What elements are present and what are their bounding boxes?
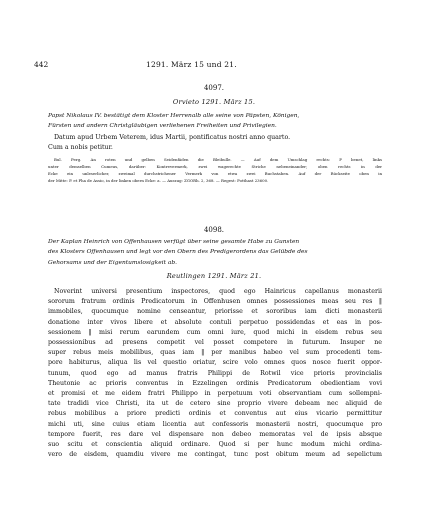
dateline-4098: Reutlingen 1291. März 21. bbox=[166, 272, 262, 280]
document-number-4097: 4097. bbox=[203, 84, 225, 92]
text-line: sessionem ‖ misi rerum earundem cum omni iure, quod michi in eisdem rebus seu bbox=[48, 328, 382, 336]
text-line: michi uti, sine cuius etiam licentia aut confessoris monasterii nostri, quocumque pro bbox=[48, 420, 382, 428]
text-4098 bbox=[48, 287, 382, 460]
page-number: 442 bbox=[34, 60, 49, 69]
text-line: Noverint universi presentium inspectores, quod ego Hainricus capellanus monasterii bbox=[54, 288, 382, 295]
text-line: possessionibus ad presens competit vel posset competere in futurum. Insuper ne bbox=[48, 339, 382, 347]
text-line: vero de eisdem, quamdiu vivere me contingat, tunc post obitum meum ad sepelictum bbox=[48, 451, 382, 459]
regest-line: Papst Nikolaus IV. bestätigt dem Kloster Herrenalb alle seine von Päpsten, Königen, bbox=[48, 113, 300, 119]
regest-line: des Klosters Offenhausen und legt vor den Obern des Predigerordens das Gelübde des bbox=[48, 249, 308, 256]
text-line: tunum, quod ego ad manus fratris Philippi de Rotwil vice prioris provincialis bbox=[48, 369, 382, 377]
note-line: unter demselben Cumeus, darüber: Kontrevermerk, zwei wagerechte Striche nebeneinander; oben rechts in der bbox=[48, 164, 382, 169]
text-line: super rebus meis mobilibus, quas iam ‖ per manibus habeo vel sum procedenti tem- bbox=[48, 349, 382, 357]
note-line: Ecke ein unleserlicher, zweimal durchstrichener Vermerk von etwa zwei Buchstaben. Auf der Rückseite oben in bbox=[48, 171, 382, 176]
text-line: rebus mobilibus a priore predicti ordinis et conventus aut eius vicario permittitur bbox=[48, 410, 382, 418]
text-line: tate tradidi vice Christi, ita ut de cetero sine proprio vivere debeam nec aliquid de bbox=[48, 400, 382, 408]
document-number-4098: 4098. bbox=[203, 226, 225, 234]
running-head bbox=[34, 60, 382, 72]
text-line: et promisi et me eidem fratri Philippo in perpetuum voti observantiam cum sollempni- bbox=[48, 390, 382, 398]
text-line: tempore fuerit, res dare vel dispensare non debeo memoratas vel de ipsis absque bbox=[48, 430, 382, 438]
text-line: Cum a nobis petitur. bbox=[48, 144, 113, 152]
notes-4097 bbox=[48, 156, 382, 184]
text-line: Datum apud Urbem Veterem, idus Martii, pontificatus nostri anno quarto. bbox=[54, 134, 291, 141]
regest-4098 bbox=[48, 237, 382, 268]
running-title: 1291. März 15 und 21. bbox=[146, 60, 237, 69]
regest-line: Fürsten und andern Christgläubigen verliehenen Freiheiten und Privilegien. bbox=[48, 123, 277, 130]
text-line: sororum fratrum ordinis Predicatorum in Offenhusen omnes possessiones meas seu res ‖ bbox=[48, 298, 382, 306]
regest-line: Der Kaplan Heinrich von Offenhausen verfügt über seine gesamte Habe zu Gunsten bbox=[48, 239, 300, 245]
dateline-4097: Orvieto 1291. März 15. bbox=[172, 98, 256, 106]
text-line: pore habiturus, aliqua lis vel questio oriatur, scire volo omnes quos nosce fuerit oppor- bbox=[48, 359, 382, 367]
text-line: immobiles, quocumque nomine censeantur, priorisse et sororibus iam dicti monasterii bbox=[48, 308, 382, 316]
note-line: der Mitte: P. et Pha de Assio, in der linken obern Ecke: a. — Auszug: ZGORh. 2, 368. — Regest: Potthast 23600. bbox=[48, 178, 269, 183]
note-line: Bul. Perg. An roten und gelben Seidenfäden die Bleibulle. — Auf dem Umschlag rechts: P benet, links bbox=[54, 157, 382, 162]
text-line: Theutonie ac prioris conventus in Ezzelingen ordinis Predicatorum obedientiam vovi bbox=[48, 379, 382, 387]
text-line: suo scitu et conscientia aliquid ordinare. Quod si per hunc modum michi ordina- bbox=[48, 441, 382, 449]
regest-line: Gehorsams und der Eigentumslosigkeit ab. bbox=[48, 259, 177, 266]
regest-4097 bbox=[48, 111, 382, 132]
text-4097 bbox=[48, 133, 382, 153]
text-line: donatione inter vivos libere et absolute contuli perpetuo possidendas et eas in pos- bbox=[48, 318, 382, 326]
